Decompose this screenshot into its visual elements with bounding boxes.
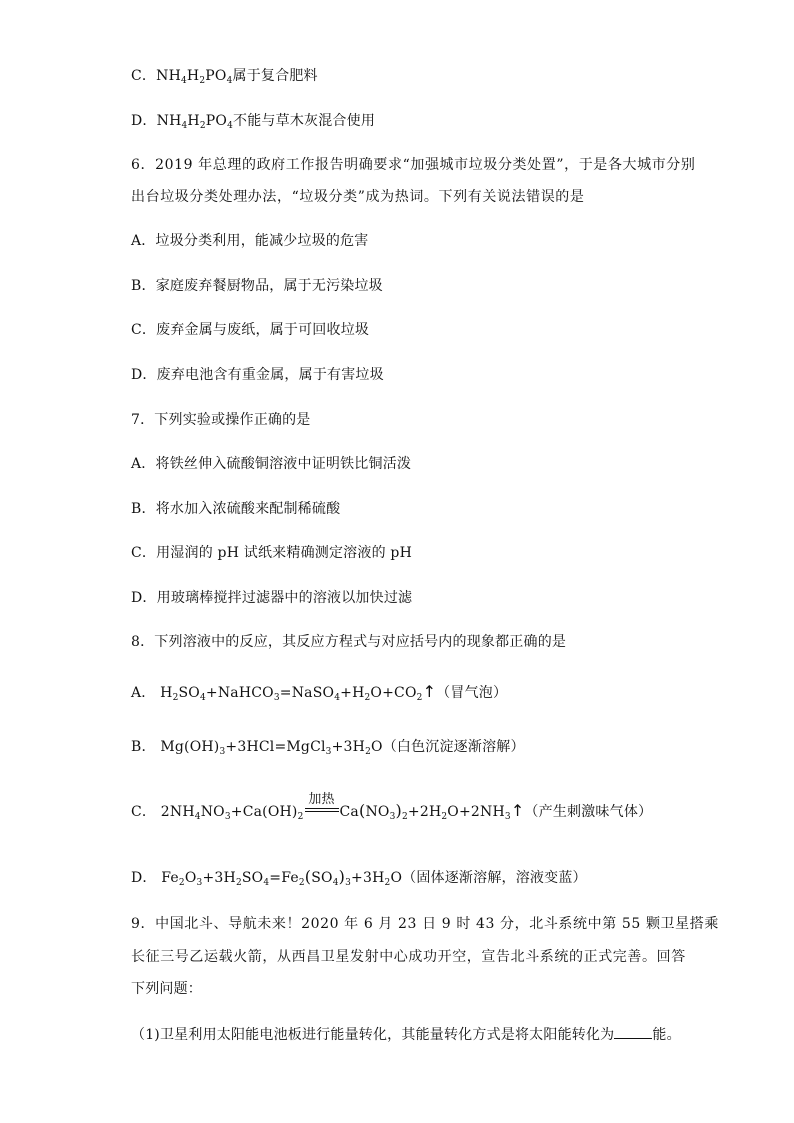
gas-arrow-icon: ↑ <box>422 682 437 701</box>
option-7d: D．用玻璃棒搅拌过滤器中的溶液以加快过滤 <box>131 590 413 606</box>
question-9-stem-line3: 下列问题： <box>131 981 202 997</box>
question-6-stem-line1: 6．2019 年总理的政府工作报告明确要求“加强城市垃圾分类处置”，于是各大城市分别 <box>131 157 696 173</box>
question-9-part-1: （1)卫星利用太阳能电池板进行能量转化，其能量转化方式是将太阳能转化为 能。 <box>131 1024 681 1045</box>
option-7c: C．用湿润的 pH 试纸来精确测定溶液的 pH <box>131 545 413 561</box>
question-9-stem-line1: 9．中国北斗、导航未来！2020 年 6 月 23 日 9 时 43 分，北斗系统中第 55 颗卫星搭乘 <box>131 916 719 932</box>
answer-blank[interactable] <box>614 1024 652 1039</box>
question-6-stem-line2: 出台垃圾分类处理办法，“垃圾分类”成为热词。下列有关说法错误的是 <box>131 189 585 205</box>
option-5c: C．$NH_4H_2PO_4$属于复合肥料 <box>131 68 318 86</box>
option-5d: D．$NH_4H_2PO_4$不能与草木灰混合使用 <box>131 113 376 131</box>
option-7a: A．将铁丝伸入硫酸铜溶液中证明铁比铜活泼 <box>131 456 412 472</box>
question-8-stem: 8．下列溶液中的反应，其反应方程式与对应括号内的现象都正确的是 <box>131 634 567 650</box>
option-6c: C．废弃金属与废纸，属于可回收垃圾 <box>131 322 370 338</box>
gas-arrow-icon: ↑ <box>510 801 525 820</box>
question-9-stem-line2: 长征三号乙运载火箭，从西昌卫星发射中心成功开空，宣告北斗系统的正式完善。回答 <box>131 949 686 965</box>
option-6a: A．垃圾分类利用，能减少垃圾的危害 <box>131 233 369 249</box>
option-7b: B．将水加入浓硫酸来配制稀硫酸 <box>131 501 341 517</box>
option-8a: A． $H_2SO_4+NaHCO_3=NaSO_4+H_2O+CO_2↑$（冒气泡） <box>131 682 508 703</box>
option-6d: D．废弃电池含有重金属，属于有害垃圾 <box>131 367 384 383</box>
equals-sign <box>305 808 339 812</box>
heating-condition: 加热 <box>305 808 339 816</box>
option-8b: B． $Mg(OH)_3+3HCl=MgCl_3+3H_2O$（白色沉淀逐渐溶解） <box>131 739 525 757</box>
option-8c: C． $2NH_4NO_3+Ca(OH)_2$ 加热 $Ca(NO_3)_2+2H_2O+2NH_3↑$（产生刺激味气体） <box>131 792 653 822</box>
option-8d: D． $Fe_2O_3+3H_2SO_4=Fe_2(SO_4)_3+3H_2O$（固体逐渐溶解，溶液变蓝） <box>131 867 587 888</box>
option-6b: B．家庭废弃餐厨物品，属于无污染垃圾 <box>131 278 383 294</box>
question-7-stem: 7．下列实验或操作正确的是 <box>131 412 311 428</box>
